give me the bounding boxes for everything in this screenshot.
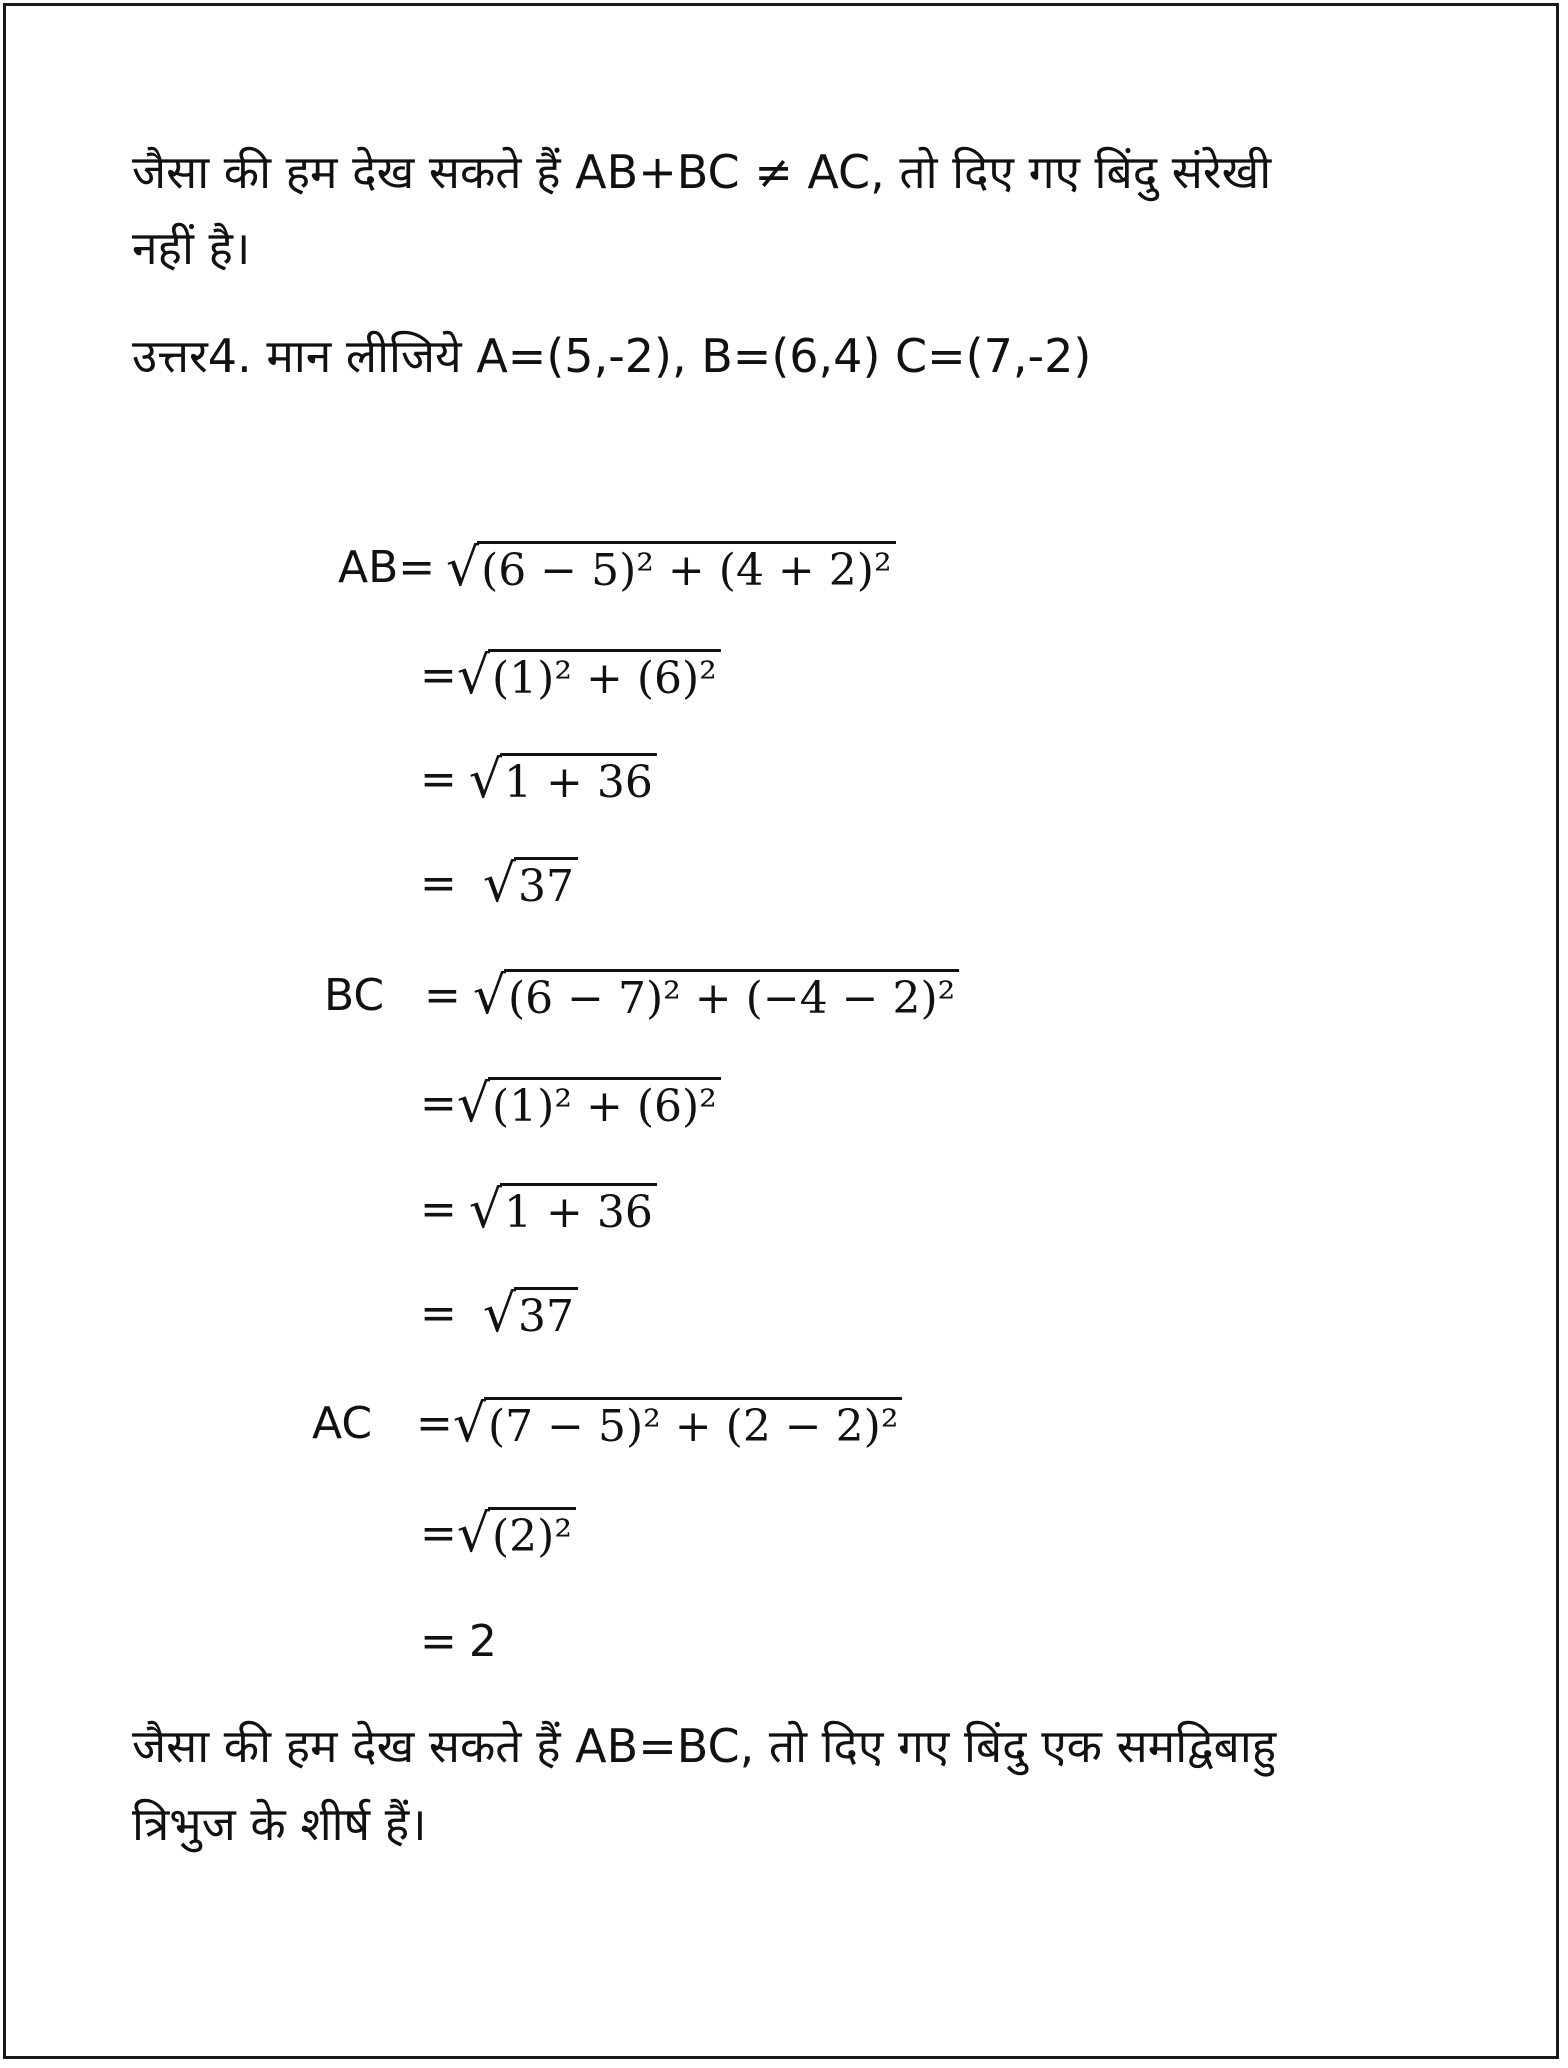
- bc-step-2: = √ (1)² + (6)²: [420, 1074, 721, 1134]
- bc-label: BC: [324, 970, 385, 1021]
- intro-line-2: नहीं है।: [132, 221, 251, 275]
- radical: √ (6 − 5)² + (4 + 2)²: [446, 538, 896, 598]
- radical: √ (6 − 7)² + (−4 − 2)²: [473, 966, 959, 1026]
- bc-step-1: = √ (6 − 7)² + (−4 − 2)²: [424, 966, 959, 1026]
- ac-label: AC: [312, 1398, 373, 1449]
- ac-result: 2: [468, 1616, 497, 1667]
- radical: √ 37: [483, 1284, 578, 1344]
- intro-line-1: जैसा की हम देख सकते हैं AB+BC ≠ AC, तो दिए गए बिंदु संरेखी: [132, 145, 1272, 199]
- ac-step-1: = √ (7 − 5)² + (2 − 2)²: [416, 1394, 902, 1454]
- conclusion-line-1: जैसा की हम देख सकते हैं AB=BC, तो दिए गए बिंदु एक समद्विबाहु: [132, 1719, 1277, 1773]
- conclusion-line-2: त्रिभुज के शीर्ष हैं।: [132, 1797, 427, 1851]
- answer-heading: उत्तर4. मान लीजिये A=(5,-2), B=(6,4) C=(7,-2): [132, 329, 1092, 383]
- ac-step-2: = √ (2)²: [420, 1504, 576, 1564]
- bc-step-3: = √ 1 + 36: [420, 1180, 657, 1240]
- radical: √ 1 + 36: [469, 750, 657, 810]
- ab-label: AB=: [338, 542, 436, 593]
- ab-step-3: = √ 1 + 36: [420, 750, 657, 810]
- radical: √ (1)² + (6)²: [457, 646, 721, 706]
- radical: √ (2)²: [457, 1504, 576, 1564]
- radical: √ 37: [483, 854, 578, 914]
- ac-step-3: = 2: [420, 1616, 497, 1667]
- radical: √ (1)² + (6)²: [457, 1074, 721, 1134]
- radical: √ 1 + 36: [469, 1180, 657, 1240]
- ab-step-2: = √ (1)² + (6)²: [420, 646, 721, 706]
- radical: √ (7 − 5)² + (2 − 2)²: [453, 1394, 903, 1454]
- ab-step-4: = √ 37: [420, 854, 578, 914]
- ab-step-1: [446, 538, 896, 598]
- bc-step-4: = √ 37: [420, 1284, 578, 1344]
